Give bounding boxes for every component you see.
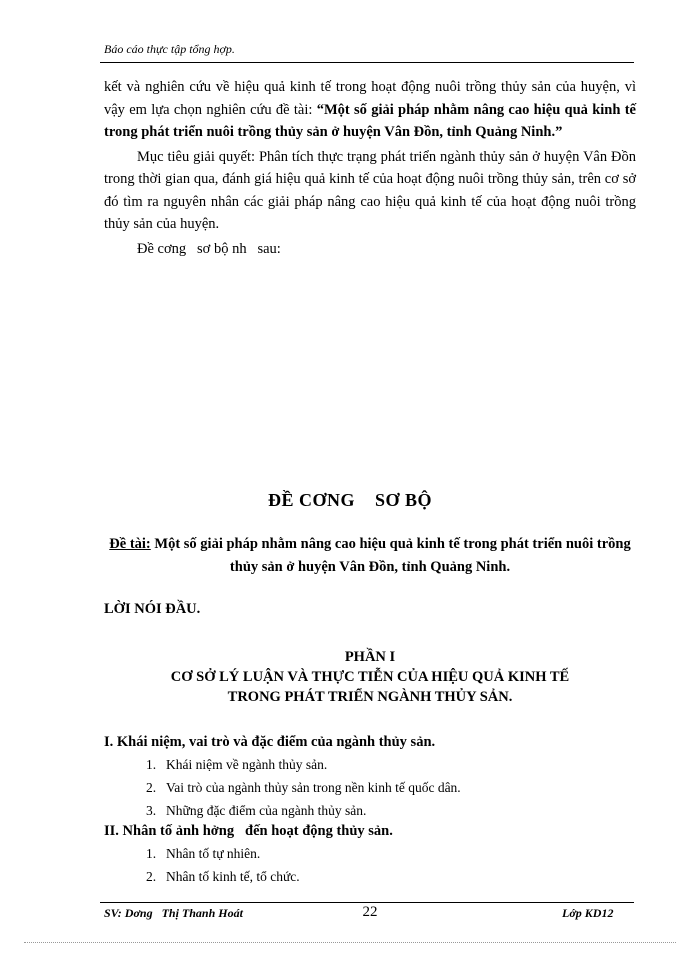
part-subtitle-1: CƠ SỞ LÝ LUẬN VÀ THỰC TIỄN CỦA HIỆU QUẢ KINH TẾ: [170, 669, 570, 685]
footer-rule: [100, 902, 634, 903]
outline-title: ĐỀ CƠNG SƠ BỘ: [267, 490, 433, 510]
part-heading: [104, 647, 636, 707]
footer-class: Lớp KD12: [562, 906, 614, 920]
section-1-item: 2. Vai trò của ngành thủy sản trong nền kinh tế quốc dân.: [146, 780, 461, 795]
footer-author: SV: Dơng Thị Thanh Hoát: [104, 906, 243, 920]
topic-text: Một số giải pháp nhằm nâng cao hiệu quả kinh tế trong phát triển nuôi trồng thủy sản ở huyện Vân Đồn, tỉnh Quảng Ninh.: [150, 536, 631, 575]
page-header: Báo cáo thực tập tổng hợp.: [104, 42, 235, 56]
section-2-item: 1. Nhân tố tự nhiên.: [146, 846, 261, 861]
section-1-item: 3. Những đặc điểm của ngành thủy sản.: [146, 803, 367, 818]
section-1-item: 1. Khái niệm về ngành thủy sản.: [146, 757, 328, 772]
topic-label: Đề tài:: [109, 536, 151, 552]
section-1-heading: I. Khái niệm, vai trò và đặc điểm của ngành thủy sản.: [104, 734, 436, 750]
part-subtitle-2: TRONG PHÁT TRIỂN NGÀNH THỦY SẢN.: [227, 689, 513, 705]
section-2-item: 2. Nhân tố kinh tế, tổ chức.: [146, 869, 300, 884]
page-bottom-border: [24, 942, 676, 943]
goal-paragraph: Mục tiêu giải quyết: Phân tích thực trạng phát triển ngành thủy sản ở huyện Vân Đồn trong thời gian qua, đánh giá hiệu quả kinh tế của hoạt động nuôi trồng thủy sản, trên cơ sở đó tìm ra nguyên nhân các giải pháp nâng cao hiệu quả kinh tế của hoạt động nuôi trồng thủy sản của huyện.: [104, 148, 636, 232]
preface-heading: LỜI NÓI ĐẦU.: [104, 601, 201, 617]
header-rule: [100, 62, 634, 63]
intro-text: kết và nghiên cứu về hiệu quả kinh tế trong hoạt động nuôi trồng thủy sản của huyện, vì vậy em lựa chọn nghiên cứu đề tài:: [104, 79, 636, 118]
topic-quote: “Một số giải pháp nhằm nâng cao hiệu quả kinh tế trong phát triển nuôi trồng thủy sản ở huyện Vân Đồn, tỉnh Quảng Ninh.”: [104, 101, 636, 140]
section-2-heading: II. Nhân tố ảnh hởng đến hoạt động thủy sản.: [104, 823, 393, 839]
page-number: 22: [362, 904, 378, 920]
topic-block: [104, 533, 636, 579]
part-title: PHẦN I: [344, 649, 396, 665]
outline-lead: Đề cơng sơ bộ nh sau:: [137, 240, 281, 257]
intro-paragraph: [104, 76, 636, 260]
